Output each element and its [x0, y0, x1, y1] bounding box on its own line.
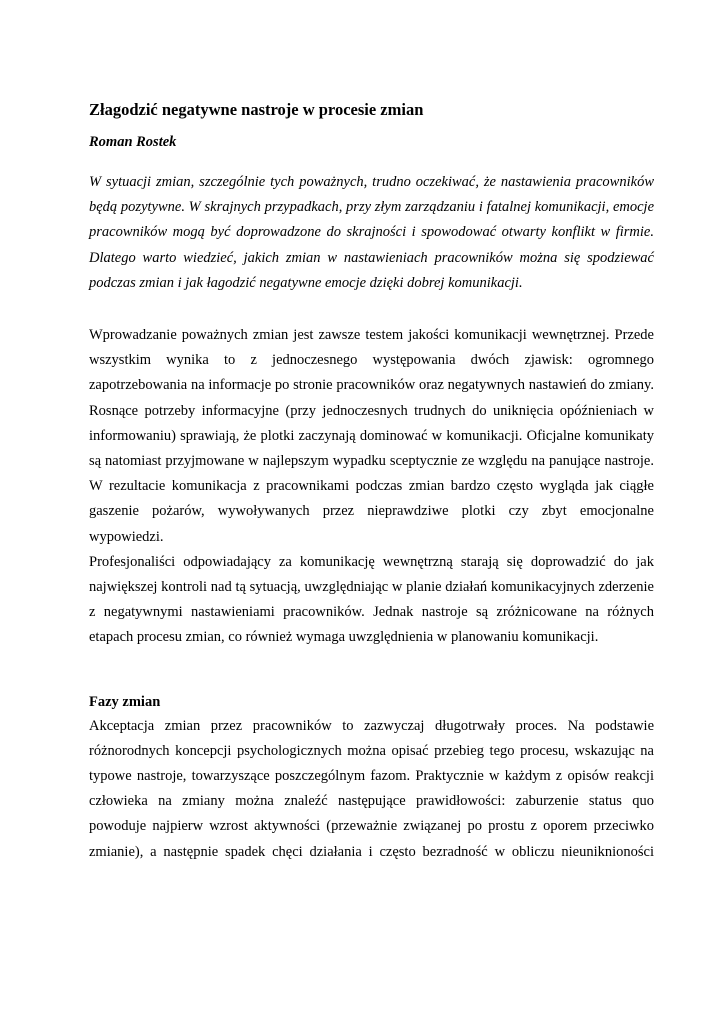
document-title: Złagodzić negatywne nastroje w procesie zmian — [89, 100, 424, 119]
body-paragraph-2: Profesjonaliści odpowiadający za komunikację wewnętrzną starają się doprowadzić do jak największej kontroli nad tą sytuacją, uwzględniając w planie działań komunikacyjnych zderzenie z negatywnymi nastawieniami pracowników. Jednak nastroje są zróżnicowane na różnych etapach procesu zmian, co również wymaga uwzględnienia w planowaniu komunikacji. — [89, 553, 654, 646]
document-page — [89, 98, 654, 865]
document-author: Roman Rostek — [89, 134, 177, 150]
section-paragraph: Akceptacja zmian przez pracowników to zazwyczaj długotrwały proces. Na podstawie różnorodnych koncepcji psychologicznych można opisać przebieg tego procesu, wskazując na typowe nastroje, towarzyszące poszczególnym fazom. Praktycznie w każdym z opisów reakcji człowieka na zmiany można znaleźć następujące prawidłowości: zaburzenie status quo powoduje najpierw wzrost aktywności (przeważnie związanej po prostu z oporem przeciwko zmianie), a następnie spadek chęci działania i często bezradność w obliczu nieuniknioności — [89, 717, 654, 860]
section-heading: Fazy zmian — [89, 693, 161, 710]
lead-paragraph: W sytuacji zmian, szczególnie tych poważnych, trudno oczekiwać, że nastawienia pracowników będą pozytywne. W skrajnych przypadkach, przy złym zarządzaniu i fatalnej komunikacji, emocje pracowników mogą być doprowadzone do skrajności i spowodować otwarty konflikt w firmie. Dlatego warto wiedzieć, jakich zmian w nastawieniach pracowników można się spodziewać podczas zmian i jak łagodzić negatywne emocje dzięki dobrej komunikacji. — [89, 174, 654, 291]
body-paragraph-1: Wprowadzanie poważnych zmian jest zawsze testem jakości komunikacji wewnętrznej. Przede wszystkim wynika to z jednoczesnego występowania dwóch zjawisk: ogromnego zapotrzebowania na informacje po stronie pracowników oraz negatywnych nastawień do zmiany. Rosnące potrzeby informacyjne (przy jednoczesnych trudnych do uniknięcia opóźnieniach w informowaniu) sprawiają, że plotki zaczynają dominować w komunikacji. Oficjalne komunikaty są natomiast przyjmowane w najlepszym wypadku sceptycznie ze względu na panujące nastroje. W rezultacie komunikacja z pracownikami podczas zmian bardzo często wygląda jak ciągłe gaszenie pożarów, wywoływanych przez nieprawdziwe plotki czy zbyt emocjonalne wypowiedzi. — [89, 327, 654, 545]
